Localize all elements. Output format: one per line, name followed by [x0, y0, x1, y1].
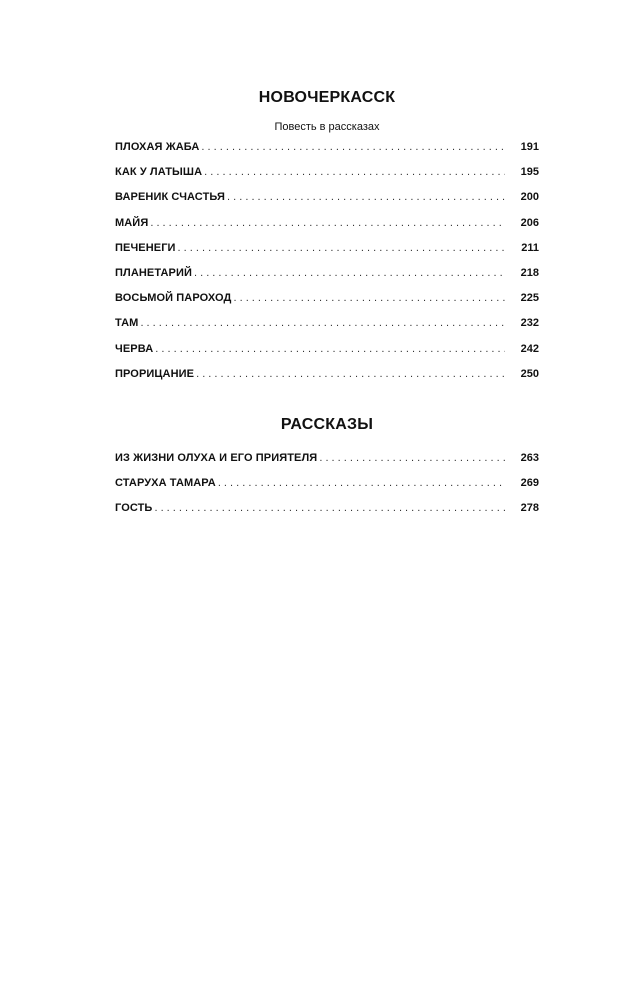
section-title: РАССКАЗЫ [280, 416, 374, 433]
toc-entry-title: ТАМ [115, 317, 139, 330]
toc-entry-page: 200 [520, 191, 539, 204]
toc-entry[interactable] [115, 266, 539, 291]
toc-entry[interactable] [115, 140, 539, 165]
toc-entry-page: 269 [520, 477, 539, 490]
dot-leader [178, 241, 505, 255]
toc-entry-title: ПЛОХАЯ ЖАБА [115, 141, 200, 153]
dot-leader [319, 451, 505, 465]
toc-entry-page: 211 [521, 241, 539, 254]
toc-entry-page: 250 [520, 367, 539, 380]
dot-leader [155, 342, 505, 356]
toc-entry-page: 263 [520, 452, 539, 464]
toc-entry[interactable] [115, 241, 539, 266]
section-title: НОВОЧЕРКАССК [258, 89, 396, 106]
toc-entry[interactable] [115, 451, 539, 476]
toc-entry[interactable] [115, 342, 539, 367]
toc-entries [115, 140, 539, 392]
toc-entry-page: 191 [520, 141, 539, 153]
section-subtitle: Повесть в рассказах [274, 121, 380, 133]
toc-entries [115, 451, 539, 527]
toc-entry-page: 195 [520, 166, 539, 179]
dot-leader [218, 476, 505, 490]
dot-leader [204, 165, 505, 179]
dot-leader [196, 367, 505, 381]
toc-entry-title: МАЙЯ [115, 216, 149, 229]
dot-leader [140, 316, 505, 330]
toc-entry-title: ГОСТЬ [115, 502, 153, 515]
toc-entry[interactable] [115, 501, 539, 526]
dot-leader [154, 501, 505, 515]
dot-leader [227, 190, 505, 204]
dot-leader [194, 266, 505, 280]
toc-entry-page: 232 [520, 317, 539, 330]
toc-entry-title: ПЛАНЕТАРИЙ [115, 266, 192, 279]
toc-entry-title: ВОСЬМОЙ ПАРОХОД [115, 292, 232, 305]
toc-entry-title: СТАРУХА ТАМАРА [115, 477, 216, 490]
toc-entry[interactable] [115, 367, 539, 392]
toc-entry-title: ИЗ ЖИЗНИ ОЛУХА И ЕГО ПРИЯТЕЛЯ [115, 452, 318, 464]
toc-section-novocherkassk [115, 88, 539, 392]
toc-entry-page: 218 [520, 266, 539, 279]
toc-entry-page: 278 [520, 502, 539, 515]
dot-leader [201, 140, 505, 154]
dot-leader [233, 291, 505, 305]
toc-section-rasskazy [115, 415, 539, 527]
toc-entry[interactable] [115, 316, 539, 341]
toc-entry-page: 242 [520, 342, 539, 355]
toc-entry-title: ПРОРИЦАНИЕ [115, 367, 195, 380]
toc-entry[interactable] [115, 216, 539, 241]
toc-entry-title: ЧЕРВА [115, 342, 154, 355]
toc-entry-page: 225 [520, 292, 539, 305]
toc-entry-title: ПЕЧЕНЕГИ [115, 241, 176, 254]
toc-entry[interactable] [115, 165, 539, 190]
dot-leader [150, 216, 505, 230]
toc-entry[interactable] [115, 476, 539, 501]
toc-entry[interactable] [115, 291, 539, 316]
toc-entry-page: 206 [520, 216, 539, 229]
toc-entry[interactable] [115, 190, 539, 215]
toc-entry-title: КАК У ЛАТЫША [115, 166, 203, 179]
toc-entry-title: ВАРЕНИК СЧАСТЬЯ [115, 191, 225, 204]
